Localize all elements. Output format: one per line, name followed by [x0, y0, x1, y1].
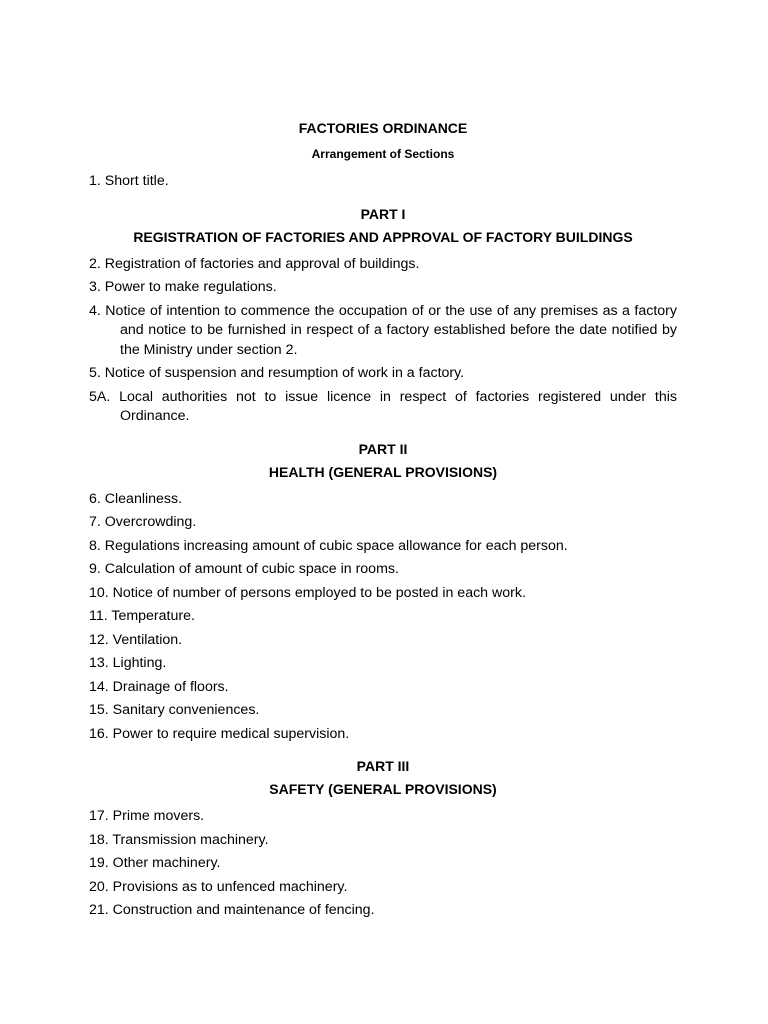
section-entry: 18. Transmission machinery. [89, 831, 269, 848]
part-heading: PART I [360, 205, 406, 222]
part-1 [89, 205, 677, 427]
section-entry: 12. Ventilation. [89, 631, 183, 648]
section-entry: 11. Temperature. [89, 608, 195, 624]
section-entry: 3. Power to make regulations. [89, 279, 277, 295]
section-entry: 10. Notice of number of persons employed to be posted in each work. [89, 584, 526, 601]
section-entry: 17. Prime movers. [89, 808, 205, 824]
section-entry: 21. Construction and maintenance of fencing. [89, 902, 375, 918]
section-entry: 2. Registration of factories and approval of buildings. [89, 255, 420, 272]
document-title: FACTORIES ORDINANCE [298, 120, 468, 136]
part-heading: PART II [358, 440, 408, 457]
document-content [89, 119, 677, 921]
section-entry: 1. Short title. [89, 173, 169, 189]
part-title: HEALTH (GENERAL PROVISIONS) [268, 463, 498, 480]
section-entry: 4. Notice of intention to commence the occupation of or the use of any premises as a factory and notice to be furnished in respect of a factory established before the date notified by the Ministry under section 2. [89, 302, 677, 358]
section-entry: 5A. Local authorities not to issue licence in respect of factories registered under this Ordinance. [89, 388, 677, 424]
section-entry: 15. Sanitary conveniences. [89, 702, 260, 718]
section-entry: 19. Other machinery. [89, 855, 221, 871]
section-entry: 14. Drainage of floors. [89, 678, 229, 695]
section-entry: 16. Power to require medical supervision. [89, 725, 350, 742]
part-3 [89, 757, 677, 921]
part-title: REGISTRATION OF FACTORIES AND APPROVAL OF FACTORY BUILDINGS [133, 228, 633, 245]
document-subtitle: Arrangement of Sections [311, 147, 455, 161]
part-title: SAFETY (GENERAL PROVISIONS) [269, 781, 497, 797]
section-entry: 9. Calculation of amount of cubic space in rooms. [89, 561, 399, 577]
section-entry: 6. Cleanliness. [89, 490, 183, 507]
section-entry: 5. Notice of suspension and resumption of work in a factory. [89, 365, 465, 381]
section-entry: 7. Overcrowding. [89, 514, 197, 530]
section-entry: 8. Regulations increasing amount of cubic space allowance for each person. [89, 537, 568, 554]
section-entry: 13. Lighting. [89, 655, 167, 671]
part-heading: PART III [356, 758, 410, 774]
part-2 [89, 440, 677, 745]
section-entry: 20. Provisions as to unfenced machinery. [89, 878, 348, 895]
